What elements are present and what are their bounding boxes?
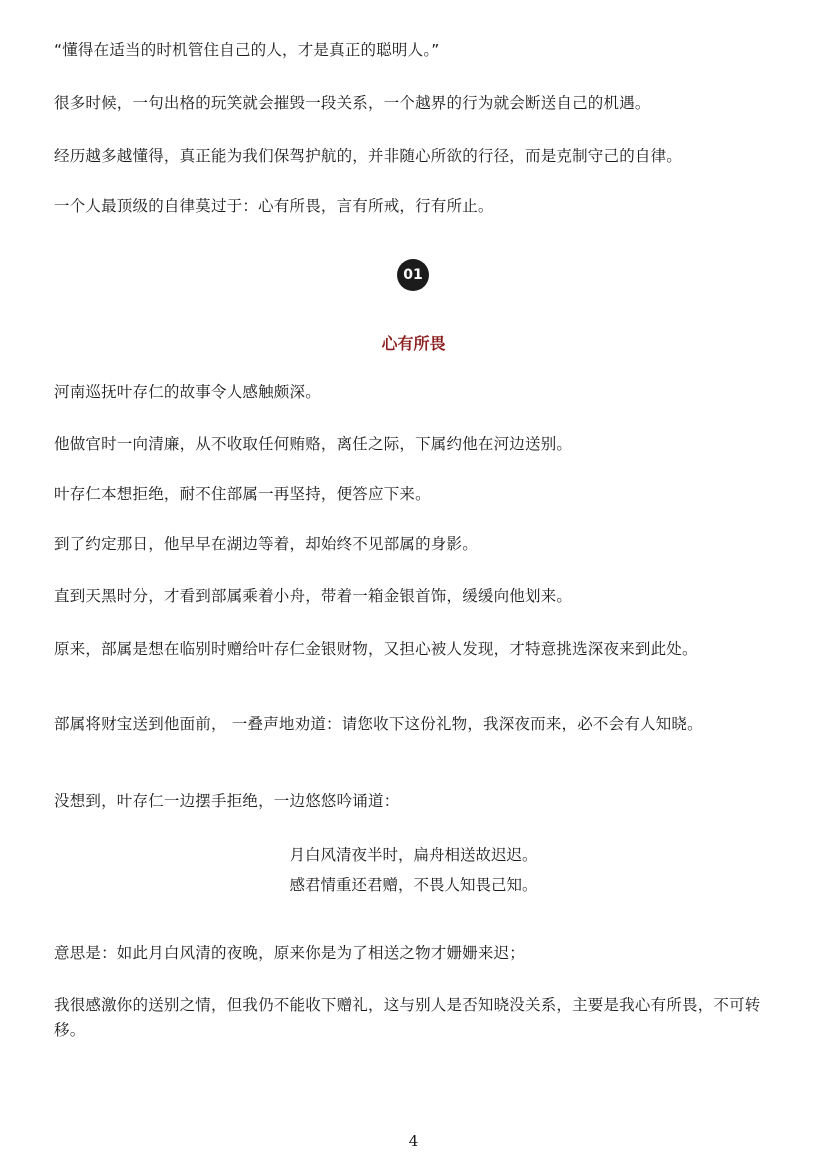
story-paragraph: 部属将财宝送到他面前， 一叠声地劝道：请您收下这份礼物，我深夜而来，必不会有人知晓。 [54,715,703,733]
story-paragraph: 没想到，叶存仁一边摆手拒绝，一边悠悠吟诵道： [54,792,400,810]
story-paragraph: 直到天黑时分，才看到部属乘着小舟，带着一箱金银首饰，缓缓向他划来。 [54,587,573,605]
intro-paragraph: 一个人最顶级的自律莫过于：心有所畏，言有所戒，行有所止。 [54,197,494,215]
section-title: 心有所畏 [381,334,446,353]
page-number: 4 [408,1132,419,1150]
intro-paragraph: 经历越多越懂得，真正能为我们保驾护航的，并非随心所欲的行径，而是克制守己的自律。 [54,147,683,165]
poem-line: 月白风清夜半时，扁舟相送故迟迟。 [289,846,538,864]
story-paragraph: 到了约定那日，他早早在湖边等着，却始终不见部属的身影。 [54,535,478,553]
story-paragraph: 叶存仁本想拒绝，耐不住部属一再坚持，便答应下来。 [54,485,431,503]
poem-line: 感君情重还君赠，不畏人知畏己知。 [289,876,538,894]
story-paragraph: 他做官时一向清廉，从不收取任何贿赂，离任之际，下属约他在河边送别。 [54,435,573,453]
story-paragraph: 原来，部属是想在临别时赠给叶存仁金银财物，又担心被人发现，才特意挑选深夜来到此处。 [54,640,698,658]
explanation-paragraph: 意思是：如此月白风清的夜晚，原来你是为了相送之物才姗姗来迟； [54,944,526,962]
story-paragraph: 河南巡抚叶存仁的故事令人感触颇深。 [54,383,321,401]
intro-quote: “懂得在适当的时机管住自己的人，才是真正的聪明人。” [54,41,440,59]
section-number-badge: 01 [397,259,429,291]
intro-paragraph: 很多时候，一句出格的玩笑就会摧毁一段关系，一个越界的行为就会断送自己的机遇。 [54,94,651,112]
explanation-paragraph: 我很感激你的送别之情，但我仍不能收下赠礼，这与别人是否知晓没关系，主要是我心有所畏，不可转移。 [54,996,761,1039]
